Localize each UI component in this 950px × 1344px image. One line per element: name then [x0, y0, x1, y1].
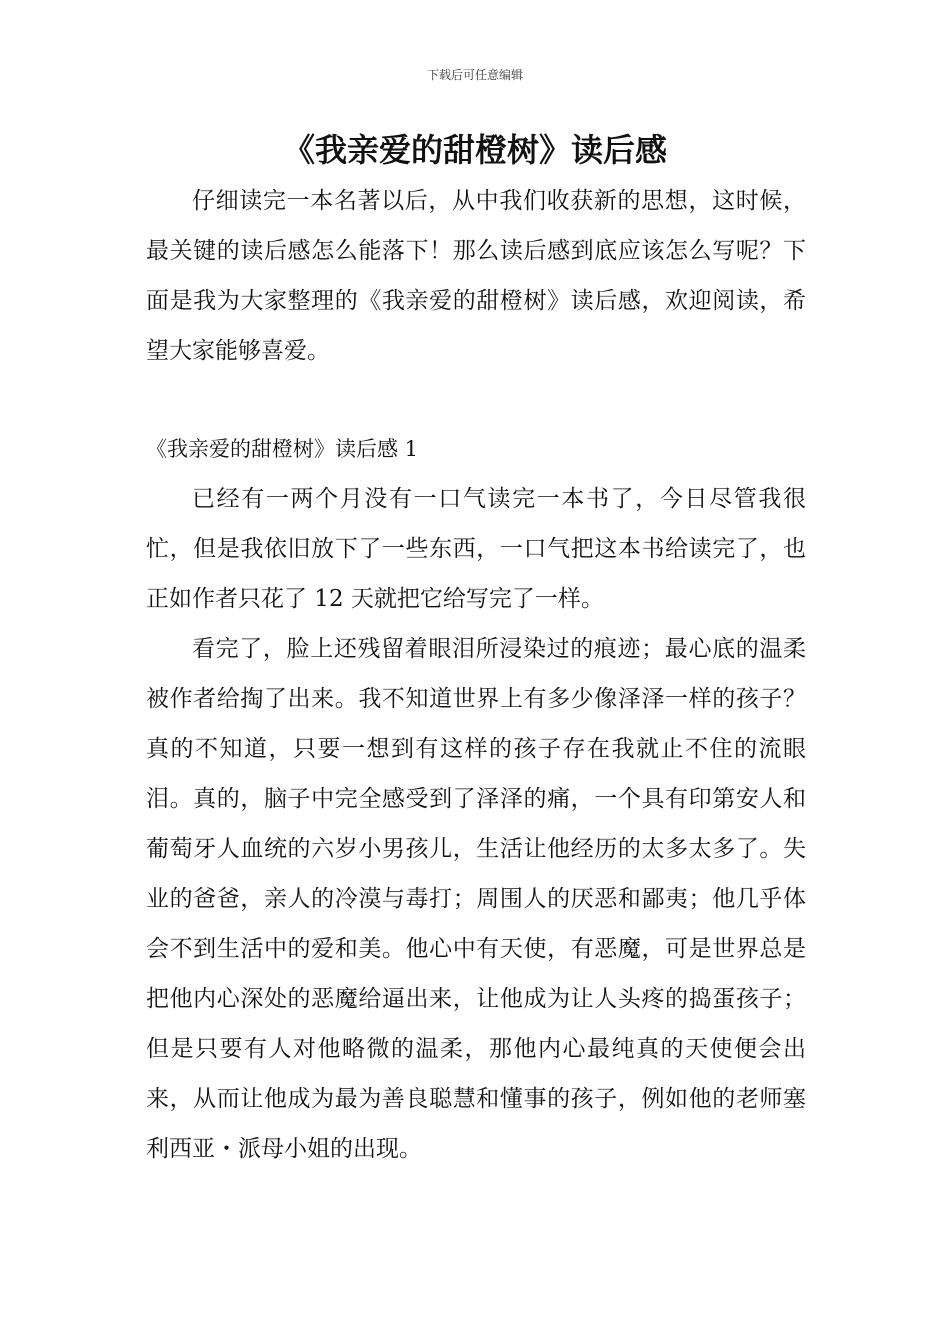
intro-block — [146, 176, 806, 376]
intro-paragraph: 仔细读完一本名著以后，从中我们收获新的思想，这时候，最关键的读后感怎么能落下！那么读后感到底应该怎么写呢？下面是我为大家整理的《我亲爱的甜橙树》读后感，欢迎阅读，希望大家能够喜爱。 — [146, 188, 806, 364]
body-paragraph-1: 已经有一两个月没有一口气读完一本书了，今日尽管我很忙，但是我依旧放下了一些东西，一口气把这本书给读完了，也正如作者只花了 12 天就把它给写完了一样。 — [146, 486, 806, 612]
body-paragraph-2: 看完了，脸上还残留着眼泪所浸染过的痕迹；最心底的温柔被作者给掏了出来。我不知道世界上有多少像泽泽一样的孩子？真的不知道，只要一想到有这样的孩子存在我就止不住的流眼泪。真的，脑子中完全感受到了泽泽的痛，一个具有印第安人和葡萄牙人血统的六岁小男孩儿，生活让他经历的太多太多了。失业的爸爸，亲人的冷漠与毒打；周围人的厌恶和鄙夷；他几乎体会不到生活中的爱和美。他心中有天使，有恶魔，可是世界总是把他内心深处的恶魔给逼出来，让他成为让人头疼的捣蛋孩子；但是只要有人对他略微的温柔，那他内心最纯真的天使便会出来，从而让他成为最为善良聪慧和懂事的孩子，例如他的老师塞利西亚・派母小姐的出现。 — [146, 636, 806, 1162]
section-heading: 《我亲爱的甜橙树》读后感 1 — [146, 437, 419, 461]
document-title: 《我亲爱的甜橙树》读后感 — [282, 131, 667, 169]
section-body — [146, 474, 806, 1174]
header-note: 下载后可任意编辑 — [426, 68, 523, 82]
